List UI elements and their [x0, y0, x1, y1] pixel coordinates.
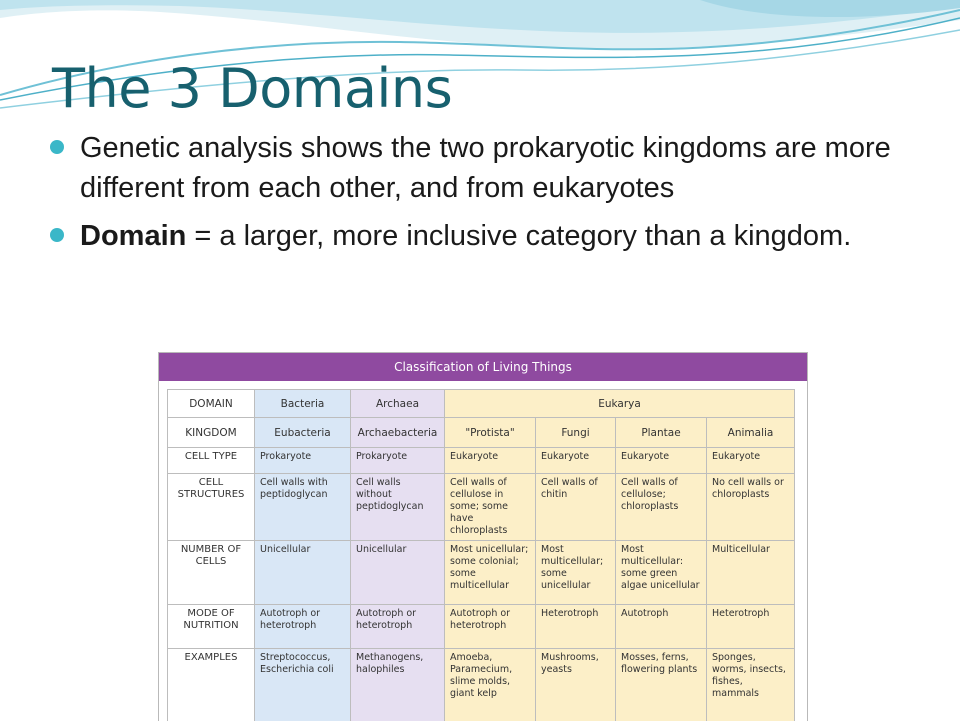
slide-title: The 3 Domains — [52, 62, 452, 116]
table-cell: Archaea — [351, 390, 445, 418]
table-cell: Autotroph or heterotroph — [445, 605, 536, 649]
table-cell: Heterotroph — [707, 605, 795, 649]
table-cell: Cell walls with peptidoglycan — [255, 474, 351, 541]
table-cell: Autotroph or heterotroph — [351, 605, 445, 649]
table-cell: Eukaryote — [707, 448, 795, 474]
table-cell: Fungi — [536, 418, 616, 448]
table-cell: Streptococcus, Escherichia coli — [255, 649, 351, 721]
bullet-dot-icon — [50, 140, 64, 154]
table-cell: Methanogens, halophiles — [351, 649, 445, 721]
table-cell: Eubacteria — [255, 418, 351, 448]
table-cell: Plantae — [616, 418, 707, 448]
table-cell: Cell walls without peptidoglycan — [351, 474, 445, 541]
table-cell: Bacteria — [255, 390, 351, 418]
table-row — [168, 390, 795, 418]
bullet-text: = a larger, more inclusive category than a kingdom. — [186, 220, 851, 252]
bullet-list — [50, 128, 930, 264]
table-cell: Autotroph or heterotroph — [255, 605, 351, 649]
row-label: CELL TYPE — [168, 448, 255, 474]
table-cell: Cell walls of cellulose in some; some have chloroplasts — [445, 474, 536, 541]
table-cell: Animalia — [707, 418, 795, 448]
table-cell: Mushrooms, yeasts — [536, 649, 616, 721]
table-cell: Sponges, worms, insects, fishes, mammals — [707, 649, 795, 721]
table-cell: Eukaryote — [445, 448, 536, 474]
table-row — [168, 474, 795, 541]
table-cell: Eukaryote — [616, 448, 707, 474]
table-row — [168, 418, 795, 448]
table-cell: Mosses, ferns, flowering plants — [616, 649, 707, 721]
table-row — [168, 448, 795, 474]
table-row — [168, 605, 795, 649]
table-cell: Unicellular — [351, 541, 445, 605]
table-row — [168, 649, 795, 721]
bullet-item — [50, 128, 930, 208]
table-cell: No cell walls or chloroplasts — [707, 474, 795, 541]
table-cell: Prokaryote — [351, 448, 445, 474]
table-cell: Eukarya — [445, 390, 795, 418]
row-label: DOMAIN — [168, 390, 255, 418]
table-cell: Eukaryote — [536, 448, 616, 474]
bullet-bold-term: Domain — [80, 220, 186, 252]
row-label: EXAMPLES — [168, 649, 255, 721]
classification-table — [167, 389, 795, 721]
table-cell: Heterotroph — [536, 605, 616, 649]
table-row — [168, 541, 795, 605]
bullet-text: Genetic analysis shows the two prokaryotic kingdoms are more different from each other, and from eukaryotes — [80, 132, 891, 204]
table-cell: Cell walls of cellulose; chloroplasts — [616, 474, 707, 541]
bullet-dot-icon — [50, 228, 64, 242]
row-label: NUMBER OF CELLS — [168, 541, 255, 605]
table-cell: Prokaryote — [255, 448, 351, 474]
table-cell: Amoeba, Paramecium, slime molds, giant kelp — [445, 649, 536, 721]
table-cell: "Protista" — [445, 418, 536, 448]
bullet-item — [50, 216, 930, 256]
table-cell: Unicellular — [255, 541, 351, 605]
table-cell: Multicellular — [707, 541, 795, 605]
table-cell: Most unicellular; some colonial; some multicellular — [445, 541, 536, 605]
row-label: CELL STRUCTURES — [168, 474, 255, 541]
table-cell: Archaebacteria — [351, 418, 445, 448]
table-cell: Most multicellular: some green algae unicellular — [616, 541, 707, 605]
table-title: Classification of Living Things — [159, 353, 807, 381]
table-cell: Autotroph — [616, 605, 707, 649]
row-label: MODE OF NUTRITION — [168, 605, 255, 649]
table-cell: Most multicellular; some unicellular — [536, 541, 616, 605]
table-cell: Cell walls of chitin — [536, 474, 616, 541]
classification-table-figure — [158, 352, 808, 721]
row-label: KINGDOM — [168, 418, 255, 448]
